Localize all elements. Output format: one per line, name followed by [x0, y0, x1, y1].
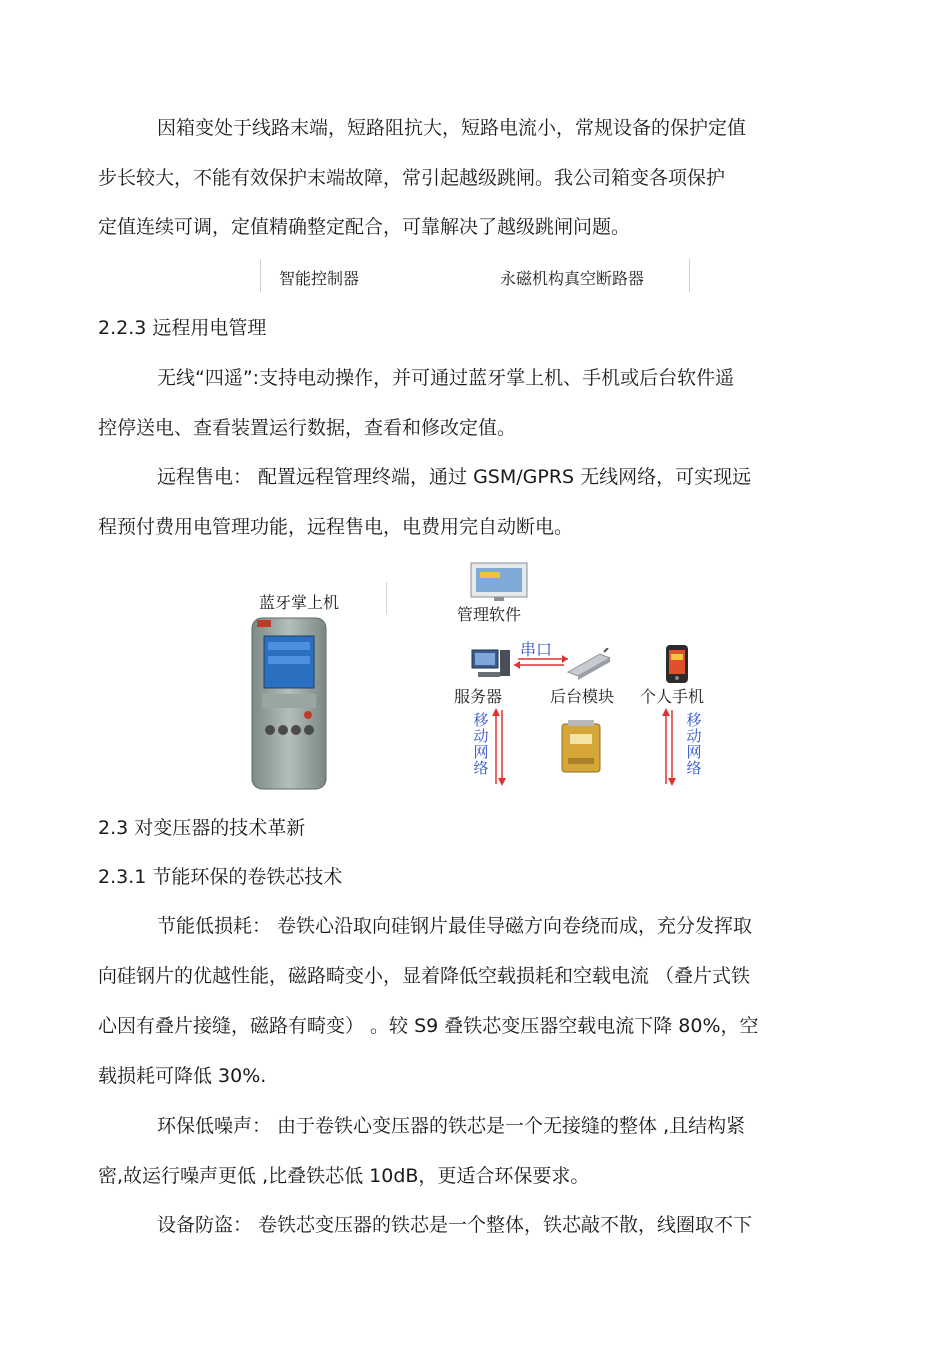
image-caption-row: [260, 259, 690, 292]
figure-divider: [386, 582, 387, 614]
network-left-char: 络: [473, 759, 489, 777]
para1-line1: 因箱变处于线路末端，短路阻抗大，短路电流小，常规设备的保护定值: [157, 117, 747, 139]
caption-smart-controller: 智能控制器: [279, 269, 360, 288]
caption-vacuum-breaker: 永磁机构真空断路器: [500, 269, 645, 288]
para2-line1: 无线“四遥”:支持电动操作，并可通过蓝牙掌上机、手机或后台软件遥: [157, 367, 735, 389]
gprs-device-icon: [560, 718, 602, 776]
server-icon: [468, 648, 512, 682]
bluetooth-handheld-image: [250, 616, 328, 791]
server-label: 服务器: [454, 687, 503, 706]
para1-line3: 定值连续可调，定值精确整定配合，可靠解决了越级跳闸问题。: [98, 216, 631, 238]
network-left-char: 动: [473, 727, 489, 745]
management-software-icon: [470, 562, 528, 602]
para3-line2: 程预付费用电管理功能，远程售电，电费用完自动断电。: [98, 516, 574, 538]
mobile-network-left-arrow: [492, 708, 506, 786]
backend-module-icon: [564, 648, 614, 680]
section-heading-2-3-1: 2.3.1 节能环保的卷铁芯技术: [98, 866, 343, 888]
mobile-network-left: [472, 712, 490, 776]
section-heading-2-3: 2.3 对变压器的技术革新: [98, 817, 306, 839]
mobile-network-right: [685, 712, 703, 776]
para4-line3: 心因有叠片接缝，磁路有畸变） 。较 S9 叠铁芯变压器空载电流下降 80%，空: [98, 1015, 759, 1037]
para4-line2: 向硅钢片的优越性能，磁路畸变小，显着降低空载损耗和空载电流 （叠片式铁: [98, 965, 751, 987]
management-software-label: 管理软件: [457, 605, 522, 624]
network-right-char: 动: [686, 727, 702, 745]
mobile-network-right-arrow: [662, 708, 676, 786]
para2-line2: 控停送电、查看装置运行数据，查看和修改定值。: [98, 417, 517, 439]
network-right-char: 移: [686, 711, 702, 729]
network-left-char: 网: [473, 743, 489, 761]
para6-line1: 设备防盗： 卷铁芯变压器的铁芯是一个整体，铁芯敲不散，线圈取不下: [157, 1214, 753, 1236]
para4-line1: 节能低损耗： 卷铁心沿取向硅钢片最佳导磁方向卷绕而成，充分发挥取: [157, 915, 753, 937]
bluetooth-handheld-label: 蓝牙掌上机: [259, 593, 340, 612]
phone-icon: [664, 644, 690, 684]
para5-line2: 密,故运行噪声更低 ,比叠铁芯低 10dB，更适合环保要求。: [98, 1165, 590, 1187]
section-heading-2-2-3: 2.2.3 远程用电管理: [98, 317, 267, 339]
serial-link-arrow: [512, 654, 570, 670]
serial-port-label: 串口: [520, 640, 553, 659]
para5-line1: 环保低噪声： 由于卷铁心变压器的铁芯是一个无接缝的整体 ,且结构紧: [157, 1115, 746, 1137]
network-right-char: 网: [686, 743, 702, 761]
network-left-char: 移: [473, 711, 489, 729]
para3-line1: 远程售电： 配置远程管理终端，通过 GSM/GPRS 无线网络，可实现远: [157, 466, 752, 488]
para4-line4: 载损耗可降低 30%.: [98, 1065, 267, 1087]
network-right-char: 络: [686, 759, 702, 777]
personal-phone-label: 个人手机: [640, 687, 705, 706]
para1-line2: 步长较大，不能有效保护末端故障，常引起越级跳闸。我公司箱变各项保护: [98, 167, 726, 189]
backend-module-label: 后台模块: [550, 687, 615, 706]
